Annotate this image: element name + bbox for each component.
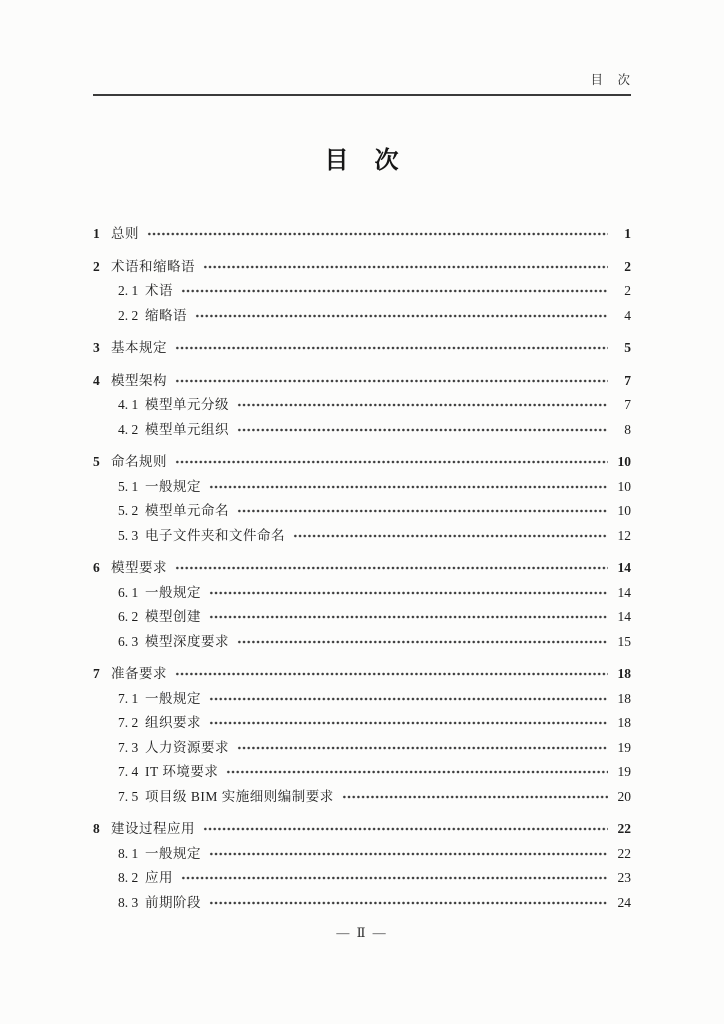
toc-entry-number: 8 (93, 821, 100, 836)
toc-entry (93, 581, 631, 606)
toc-entry-page: 10 (617, 478, 631, 494)
toc-entry (93, 630, 631, 655)
toc-entry (93, 336, 631, 361)
toc-entry-page: 2 (624, 283, 631, 298)
footer-page-number: — Ⅱ — (336, 925, 388, 940)
dot-leader (147, 225, 608, 238)
toc-entry-number: 5. 3 (118, 527, 139, 543)
toc-entry-number: 1 (93, 226, 100, 241)
toc-entry-page: 10 (617, 503, 631, 518)
toc-entry (93, 524, 631, 549)
dot-leader (209, 690, 608, 703)
dot-leader (342, 788, 608, 801)
toc-entry-label: 总则 (111, 226, 139, 241)
toc-entry-label: 模型要求 (111, 560, 167, 575)
toc-entry (93, 687, 631, 712)
dot-leader (237, 739, 608, 752)
toc-entry-number: 2. 2 (118, 307, 139, 323)
toc-entry (93, 785, 631, 810)
toc-entry-page: 7 (624, 372, 631, 388)
toc-entry-label: 一般规定 (145, 478, 201, 494)
dot-leader (195, 307, 608, 320)
toc-entry-page: 14 (617, 609, 631, 624)
dot-leader (209, 608, 608, 621)
toc-entry-page: 22 (617, 821, 631, 836)
toc-entry (93, 222, 631, 247)
toc-entry-label: 缩略语 (145, 307, 187, 323)
toc-entry-label: 模型深度要求 (145, 633, 229, 649)
toc-entry-page: 22 (617, 845, 631, 861)
toc-entry-label: 模型单元分级 (145, 397, 229, 412)
dot-leader (181, 869, 608, 882)
toc-entry-label: 电子文件夹和文件命名 (145, 527, 285, 543)
toc-entry-page: 18 (617, 715, 631, 730)
toc-entry (93, 499, 631, 524)
toc-entry-label: 模型单元组织 (145, 421, 229, 437)
toc-entry (93, 711, 631, 736)
toc-entry (93, 450, 631, 475)
toc-entry-number: 6. 2 (118, 609, 139, 624)
dot-leader (175, 453, 608, 466)
dot-leader (209, 714, 608, 727)
toc-entry (93, 279, 631, 304)
toc-entry-label: 模型创建 (145, 609, 201, 624)
toc-entry-page: 20 (617, 788, 631, 804)
dot-leader (175, 559, 608, 572)
toc-list (93, 222, 631, 915)
dot-leader (209, 584, 608, 597)
dot-leader (293, 527, 608, 540)
toc-entry (93, 891, 631, 916)
toc-entry-number: 7. 3 (118, 739, 139, 755)
toc-entry-number: 7 (93, 666, 100, 681)
dot-leader (181, 282, 608, 295)
header-rule (93, 94, 631, 96)
toc-entry-label: 准备要求 (111, 666, 167, 681)
toc-entry (93, 393, 631, 418)
toc-entry-page: 19 (617, 739, 631, 755)
toc-entry (93, 304, 631, 329)
toc-entry-page: 7 (624, 397, 631, 412)
toc-entry-number: 5 (93, 454, 100, 469)
toc-entry-label: 模型单元命名 (145, 503, 229, 518)
dot-leader (203, 258, 608, 271)
toc-entry-label: 一般规定 (145, 845, 201, 861)
toc-entry-label: 项目级 BIM 实施细则编制要求 (145, 788, 334, 804)
toc-entry-label: IT 环境要求 (145, 764, 219, 779)
toc-entry-number: 8. 3 (118, 894, 139, 910)
toc-entry-page: 24 (617, 894, 631, 910)
toc-entry-page: 4 (624, 307, 631, 323)
toc-entry-number: 8. 2 (118, 870, 139, 885)
dot-leader (175, 372, 608, 385)
toc-entry (93, 475, 631, 500)
dot-leader (203, 820, 608, 833)
toc-entry-number: 5. 1 (118, 478, 139, 494)
running-header-title: 目 次 (590, 73, 631, 87)
toc-entry-number: 6. 1 (118, 584, 139, 600)
toc-entry (93, 662, 631, 687)
toc-entry-number: 7. 5 (118, 788, 139, 804)
toc-entry-label: 组织要求 (145, 715, 201, 730)
toc-entry-number: 8. 1 (118, 845, 139, 861)
toc-entry-label: 人力资源要求 (145, 739, 229, 755)
toc-entry-number: 6. 3 (118, 633, 139, 649)
toc-entry-number: 4. 2 (118, 421, 139, 437)
toc-entry-number: 4 (93, 372, 100, 388)
toc-entry-label: 一般规定 (145, 690, 201, 706)
toc-entry-page: 8 (624, 421, 631, 437)
toc-entry-label: 一般规定 (145, 584, 201, 600)
toc-entry (93, 255, 631, 280)
dot-leader (209, 894, 608, 907)
toc-entry-label: 应用 (145, 870, 173, 885)
toc-entry-page: 18 (617, 690, 631, 706)
toc-entry (93, 866, 631, 891)
toc-entry-label: 建设过程应用 (111, 821, 195, 836)
toc-entry-label: 术语和缩略语 (111, 258, 195, 274)
toc-entry-number: 7. 2 (118, 715, 139, 730)
dot-leader (175, 665, 608, 678)
page-title: 目 次 (324, 148, 400, 174)
toc-entry (93, 418, 631, 443)
toc-entry-page: 18 (617, 666, 631, 681)
toc-entry-number: 4. 1 (118, 397, 139, 412)
dot-leader (237, 502, 608, 515)
toc-entry-page: 14 (617, 584, 631, 600)
dot-leader (237, 396, 608, 409)
toc-entry (93, 556, 631, 581)
toc-entry-page: 10 (617, 454, 631, 469)
dot-leader (237, 421, 608, 434)
toc-entry-number: 2. 1 (118, 283, 139, 298)
toc-entry-number: 3 (93, 340, 100, 355)
toc-entry (93, 842, 631, 867)
toc-entry-label: 前期阶段 (145, 894, 201, 910)
toc-entry-number: 5. 2 (118, 503, 139, 518)
toc-entry-page: 23 (617, 870, 631, 885)
toc-entry-number: 7. 1 (118, 690, 139, 706)
toc-entry (93, 736, 631, 761)
toc-entry-page: 19 (617, 764, 631, 779)
toc-entry-page: 2 (624, 258, 631, 274)
dot-leader (237, 633, 608, 646)
dot-leader (209, 478, 608, 491)
toc-entry (93, 369, 631, 394)
dot-leader (175, 339, 608, 352)
toc-entry-label: 模型架构 (111, 372, 167, 388)
toc-entry-page: 15 (617, 633, 631, 649)
toc-entry-label: 术语 (145, 283, 173, 298)
toc-entry-page: 12 (617, 527, 631, 543)
toc-entry-page: 5 (624, 340, 631, 355)
toc-entry-number: 6 (93, 560, 100, 575)
toc-entry-page: 1 (624, 226, 631, 241)
toc-entry-page: 14 (617, 560, 631, 575)
toc-entry-label: 基本规定 (111, 340, 167, 355)
toc-entry (93, 760, 631, 785)
dot-leader (209, 845, 608, 858)
dot-leader (226, 763, 608, 776)
toc-entry-label: 命名规则 (111, 454, 167, 469)
toc-entry-number: 7. 4 (118, 764, 139, 779)
toc-entry (93, 605, 631, 630)
toc-entry-number: 2 (93, 258, 100, 274)
toc-entry (93, 817, 631, 842)
